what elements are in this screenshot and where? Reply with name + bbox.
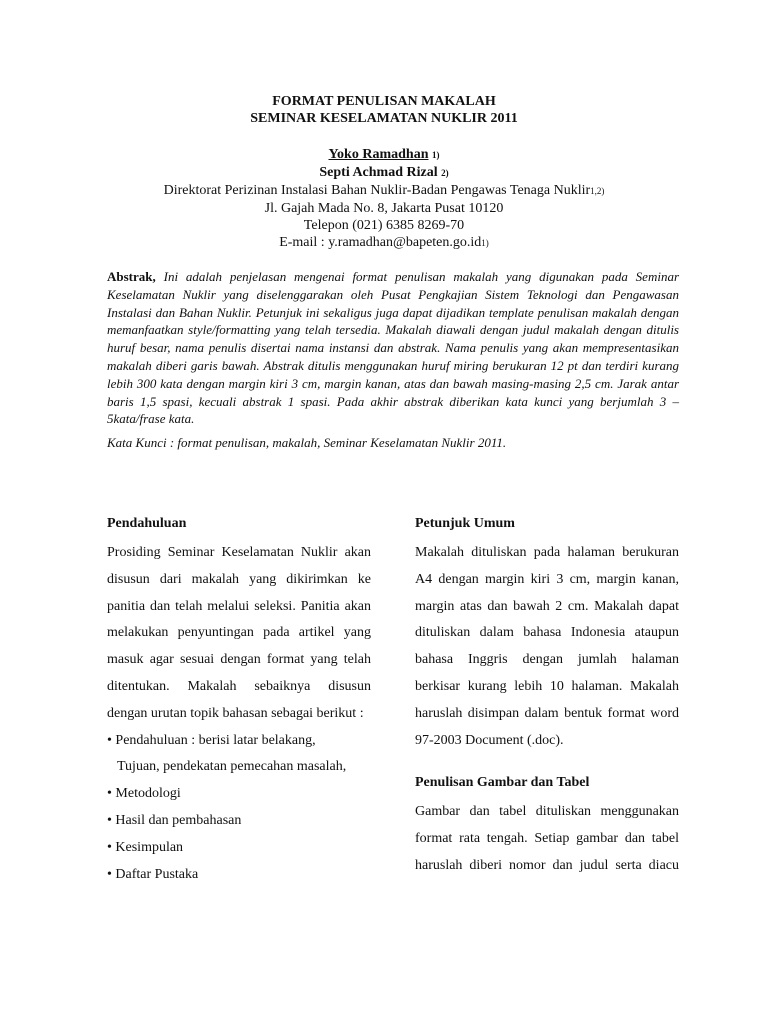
- author-2-name: Septi Achmad Rizal: [319, 165, 438, 180]
- pendahuluan-paragraph: Prosiding Seminar Keselamatan Nuklir akan disusun dari makalah yang dikirimkan ke panitia dan telah melalui seleksi. Panitia akan melakukan penyuntingan pada artikel yang masuk agar sesuai dengan format yang telah ditentukan. Makalah sebaiknya disusun dengan urutan topik bahasan sebagai berikut :: [107, 545, 371, 721]
- left-column: [107, 514, 371, 888]
- author-1-name: Yoko Ramadhan: [328, 147, 429, 162]
- author-2: [0, 164, 768, 182]
- author-1: [0, 146, 768, 164]
- list-item: [107, 754, 371, 781]
- list-item: • Hasil dan pembahasan: [107, 812, 242, 828]
- affiliation-mark: 1,2): [590, 186, 605, 196]
- abstract: [107, 268, 679, 428]
- affiliation: [0, 182, 768, 200]
- section-heading-petunjuk-umum: Petunjuk Umum: [415, 516, 515, 531]
- list-item: • Daftar Pustaka: [107, 866, 199, 882]
- paper-title-line-2: SEMINAR KESELAMATAN NUKLIR 2011: [250, 111, 518, 126]
- topic-list: [107, 728, 371, 889]
- keywords: Kata Kunci : format penulisan, makalah, Seminar Keselamatan Nuklir 2011.: [107, 435, 507, 450]
- list-item-continuation: Tujuan, pendekatan pemecahan masalah,: [117, 759, 347, 775]
- gambar-tabel-paragraph: Gambar dan tabel dituliskan menggunakan format rata tengah. Setiap gambar dan tabel haruslah diberi nomor dan judul serta diacu: [415, 804, 679, 873]
- section-heading-pendahuluan: Pendahuluan: [107, 516, 187, 531]
- paper-title-line-1: FORMAT PENULISAN MAKALAH: [272, 94, 496, 109]
- email-mark: 1): [481, 238, 489, 248]
- author-2-mark: 2): [441, 168, 449, 178]
- email: [0, 234, 768, 252]
- author-1-mark: 1): [431, 150, 440, 160]
- list-item: • Pendahuluan : berisi latar belakang,: [107, 732, 316, 748]
- author-block: [0, 146, 768, 252]
- abstract-label: Abstrak,: [107, 269, 156, 284]
- email-text: E-mail : y.ramadhan@bapeten.go.id: [279, 235, 482, 250]
- abstract-text: Ini adalah penjelasan mengenai format penulisan makalah yang digunakan pada Seminar Keselamatan Nuklir yang diselenggarakan oleh Pusat Pengkajian Sistem Teknologi dan Pengawasan Instalasi dan Bahan Nuklir. Petunjuk ini sekaligus juga dapat dijadikan template penulisan makalah dengan memanfaatkan style/formatting yang telah tersedia. Makalah diawali dengan judul makalah dengan ditulis huruf besar, nama penulis disertai nama instansi dan abstrak. Nama penulis yang akan mempresentasikan makalah diberi garis bawah. Abstrak ditulis menggunakan huruf miring berukuran 12 pt dan terdiri kurang lebih 300 kata dengan margin kiri 3 cm, margin kanan, atas dan bawah masing-masing 2,5 cm. Jarak antar baris 1,5 spasi, kecuali abstrak 1 spasi. Pada akhir abstrak diberikan kata kunci yang berjumlah 3 – 5kata/frase kata.: [107, 269, 680, 427]
- section-heading-gambar-tabel: Penulisan Gambar dan Tabel: [415, 775, 590, 791]
- list-item: • Kesimpulan: [107, 839, 184, 855]
- affiliation-text: Direktorat Perizinan Instalasi Bahan Nuklir-Badan Pengawas Tenaga Nuklir: [163, 183, 591, 198]
- address: Jl. Gajah Mada No. 8, Jakarta Pusat 10120: [264, 201, 504, 216]
- petunjuk-umum-paragraph: Makalah dituliskan pada halaman berukuran A4 dengan margin kiri 3 cm, margin kanan, margin atas dan bawah 2 cm. Makalah dapat dituliskan dalam bahasa Indonesia ataupun bahasa Inggris dengan jumlah halaman berkisar kurang lebih 10 halaman. Makalah haruslah disimpan dalam bentuk format word 97-2003 Document (.doc).: [415, 545, 679, 748]
- phone: Telepon (021) 6385 8269-70: [303, 218, 465, 233]
- list-item: • Metodologi: [107, 786, 181, 802]
- right-column: [415, 514, 679, 880]
